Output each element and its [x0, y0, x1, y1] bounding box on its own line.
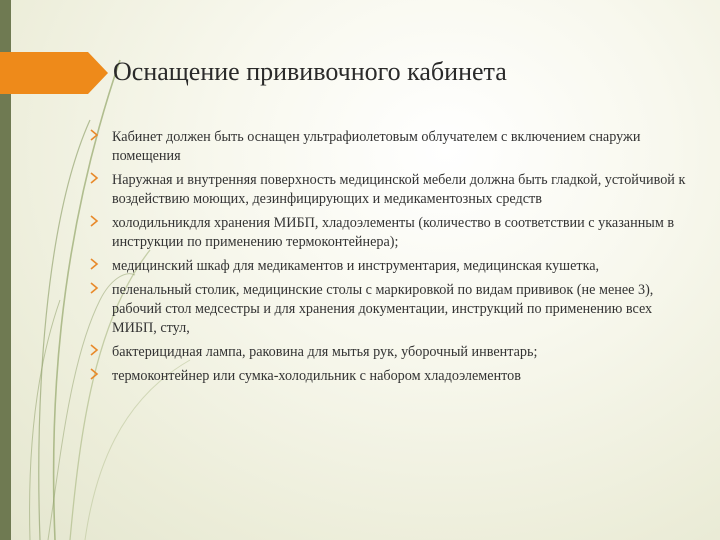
- title-orange-arrow-icon: [0, 52, 108, 94]
- bullet-list: [88, 128, 688, 391]
- bullet-text: холодильникдля хранения МИБП, хладоэлементы (количество в соответствии с указанным в инструкции по применению термоконтейнера);: [112, 215, 675, 250]
- bullet-item: [88, 281, 688, 338]
- arrow-bullet-icon: [88, 171, 100, 185]
- arrow-bullet-icon: [88, 281, 100, 295]
- bullet-text: термоконтейнер или сумка-холодильник с набором хладоэлементов: [112, 368, 521, 384]
- bullet-text: Кабинет должен быть оснащен ультрафиолетовым облучателем с включением снаружи помещения: [112, 129, 641, 164]
- bullet-item: [88, 257, 688, 276]
- bullet-item: [88, 343, 688, 362]
- slide-title: Оснащение прививочного кабинета: [113, 57, 507, 86]
- bullet-text: медицинский шкаф для медикаментов и инструментария, медицинская кушетка,: [112, 258, 600, 274]
- arrow-bullet-icon: [88, 128, 100, 142]
- bullet-text: Наружная и внутренняя поверхность медицинской мебели должна быть гладкой, устойчивой к воздействию моющих, дезинфицирующих и медикаментозных средств: [112, 172, 686, 207]
- bullet-item: [88, 214, 688, 252]
- bullet-item: [88, 128, 688, 166]
- bullet-item: [88, 367, 688, 386]
- arrow-bullet-icon: [88, 257, 100, 271]
- bullet-item: [88, 171, 688, 209]
- bullet-text: бактерицидная лампа, раковина для мытья рук, уборочный инвентарь;: [112, 344, 538, 360]
- arrow-bullet-icon: [88, 343, 100, 357]
- arrow-bullet-icon: [88, 214, 100, 228]
- arrow-bullet-icon: [88, 367, 100, 381]
- bullet-text: пеленальный столик, медицинские столы с маркировкой по видам прививок (не менее 3), рабочий стол медсестры и для хранения документации, инструкций по применению всех МИБП, стул,: [112, 282, 654, 336]
